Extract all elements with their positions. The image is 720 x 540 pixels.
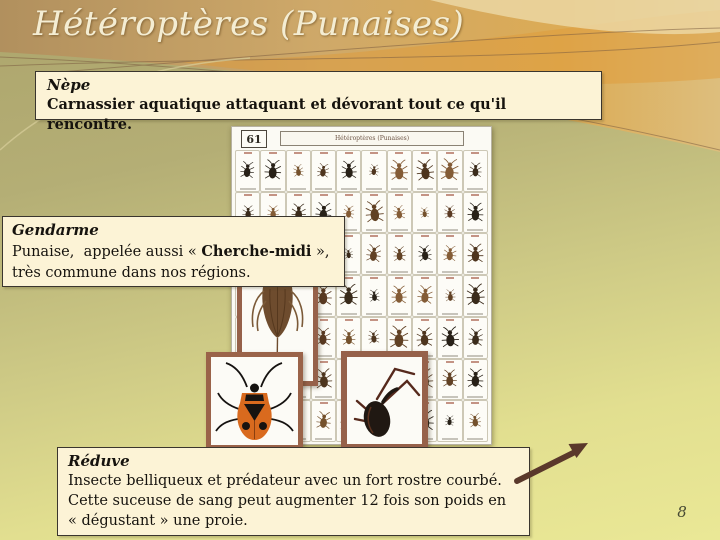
specimen-number-mark [269,152,277,154]
plate-cell [438,151,461,191]
plate-number: 61 [241,130,267,148]
insect-illustration [316,162,330,179]
specimen-number-mark [345,152,353,154]
specimen-label-mark [341,313,357,315]
gendarme-photo [206,352,303,450]
specimen-number-mark [395,194,403,196]
specimen-number-mark [421,277,429,279]
plate-cell [287,151,310,191]
specimen-number-mark [471,235,479,237]
insect-illustration [440,158,461,184]
specimen-number-mark [446,319,454,321]
plate-cell [413,234,436,274]
specimen-number-mark [244,152,252,154]
specimen-number-mark [471,277,479,279]
plate-cell [362,193,385,233]
plate-cell [413,193,436,233]
plate-cell [362,151,385,191]
specimen-label-mark [442,313,458,315]
plate-cell [464,234,487,274]
specimen-number-mark [370,277,378,279]
insect-illustration [467,201,484,223]
insect-illustration [363,199,384,226]
insect-illustration [342,329,356,347]
insect-illustration [442,369,458,389]
specimen-number-mark [446,235,454,237]
gendarme-description-line2: très commune dans nos régions. [12,265,251,281]
insect-illustration [389,324,410,351]
plate-cell [388,234,411,274]
specimen-label-mark [467,396,483,398]
specimen-number-mark [421,319,429,321]
insect-illustration [467,243,484,265]
reduve-description-line2: Cette suceuse de sang peut augmenter 12 fois son poids en [68,493,507,509]
firebug-illustration [211,357,298,445]
specimen-number-mark [446,194,454,196]
plate-cell [362,276,385,316]
insect-illustration [417,245,433,265]
specimen-label-mark [467,438,483,440]
specimen-number-mark [471,361,479,363]
nepe-description: Carnassier aquatique attaquant et dévorant tout ce qu'il rencontre. [47,96,507,133]
specimen-number-mark [421,194,429,196]
specimen-label-mark [442,188,458,190]
specimen-number-mark [446,361,454,363]
insect-illustration [340,160,357,182]
specimen-number-mark [294,152,302,154]
insect-illustration [416,285,434,307]
specimen-number-mark [320,152,328,154]
specimen-label-mark [417,229,433,231]
insect-illustration [445,415,455,428]
specimen-number-mark [269,194,277,196]
insect-illustration [344,248,354,261]
plate-cell [464,401,487,441]
specimen-number-mark [421,152,429,154]
specimen-label-mark [417,271,433,273]
specimen-label-mark [467,188,483,190]
plate-cell [438,193,461,233]
specimen-label-mark [315,396,331,398]
plate-cell [388,276,411,316]
insect-illustration [264,159,283,183]
insect-illustration [414,158,435,184]
insect-illustration [416,326,434,349]
plate-cell [464,151,487,191]
specimen-label-mark [391,188,407,190]
specimen-number-mark [471,319,479,321]
insect-illustration [445,289,456,303]
specimen-number-mark [345,277,353,279]
specimen-number-mark [471,402,479,404]
insect-illustration [368,164,379,178]
plate-cell [438,234,461,274]
insect-illustration [469,162,483,179]
gendarme-line1-bold: Cherche-midi [201,243,312,260]
specimen-label-mark [442,271,458,273]
plate-cell [438,276,461,316]
nepe-text-box [35,71,602,133]
specimen-label-mark [391,313,407,315]
nepe-name: Nèpe [47,76,91,94]
specimen-number-mark [345,319,353,321]
insect-illustration [391,285,407,306]
specimen-label-mark [417,313,433,315]
specimen-label-mark [467,313,483,315]
specimen-number-mark [370,319,378,321]
arrow-icon [500,430,600,490]
specimen-number-mark [320,319,328,321]
insect-illustration [239,161,256,181]
specimen-number-mark [294,194,302,196]
specimen-label-mark [467,271,483,273]
specimen-label-mark [366,229,382,231]
reduve-description-line3: « dégustant » une proie. [68,513,248,529]
insect-illustration [368,330,381,346]
specimen-label-mark [366,271,382,273]
page-title: Hétéroptères (Punaises) [33,4,465,44]
insect-illustration [469,413,483,430]
insect-illustration [365,243,383,265]
specimen-label-mark [467,229,483,231]
specimen-number-mark [395,319,403,321]
specimen-number-mark [471,152,479,154]
insect-illustration [368,288,380,303]
specimen-label-mark [240,188,256,190]
specimen-number-mark [320,402,328,404]
insect-illustration [315,410,332,431]
plate-cell [464,318,487,358]
specimen-number-mark [370,235,378,237]
specimen-label-mark [315,188,331,190]
specimen-number-mark [345,235,353,237]
plate-cell [388,193,411,233]
specimen-label-mark [442,396,458,398]
insect-illustration [390,159,409,183]
specimen-number-mark [421,235,429,237]
gendarme-line1-post: », [311,244,330,260]
page-number: 8 [677,503,687,521]
specimen-number-mark [446,402,454,404]
plate-cell [464,193,487,233]
insect-illustration [292,163,304,178]
gendarme-line1-pre: Punaise, appelée aussi « [12,244,202,260]
plate-cell [438,401,461,441]
specimen-label-mark [442,355,458,357]
insect-illustration [393,246,407,263]
specimen-label-mark [417,188,433,190]
plate-cell [438,318,461,358]
plate-cell [438,360,461,400]
specimen-number-mark [395,235,403,237]
insect-illustration [467,327,484,348]
plate-cell [236,151,259,191]
plate-cell [388,151,411,191]
specimen-number-mark [244,194,252,196]
insect-illustration [442,245,457,264]
specimen-label-mark [265,188,281,190]
plate-cell [464,276,487,316]
plate-header-label: Hétéroptères (Punaises) [280,131,464,146]
specimen-number-mark [345,194,353,196]
insect-illustration [466,368,484,391]
plate-cell [312,401,335,441]
specimen-number-mark [395,152,403,154]
specimen-number-mark [446,152,454,154]
insect-illustration [339,283,359,308]
specimen-number-mark [320,194,328,196]
specimen-number-mark [395,277,403,279]
specimen-label-mark [391,229,407,231]
specimen-number-mark [370,152,378,154]
insect-illustration [440,325,460,350]
gendarme-description-line1 [12,241,335,263]
specimen-number-mark [471,194,479,196]
specimen-label-mark [366,313,382,315]
gendarme-name: Gendarme [12,221,99,239]
plate-cell [413,151,436,191]
gendarme-text-box [2,216,345,287]
insect-illustration [465,283,485,309]
specimen-label-mark [315,438,331,440]
specimen-label-mark [290,188,306,190]
reduve-photo [341,351,428,450]
specimen-number-mark [320,361,328,363]
plate-cell [362,234,385,274]
specimen-number-mark [370,194,378,196]
insect-illustration [392,204,406,221]
specimen-number-mark [446,277,454,279]
specimen-label-mark [442,438,458,440]
insect-illustration [420,206,430,219]
specimen-label-mark [366,188,382,190]
plate-cell [413,276,436,316]
specimen-label-mark [467,355,483,357]
reduve-name: Réduve [68,452,130,470]
plate-cell [464,360,487,400]
reduve-description-line1: Insecte belliqueux et prédateur avec un fort rostre courbé. [68,473,502,489]
assassin-bug-illustration [347,357,422,444]
plate-cell [312,151,335,191]
specimen-label-mark [391,271,407,273]
reduve-text-box [57,447,530,536]
specimen-label-mark [341,188,357,190]
specimen-label-mark [442,229,458,231]
insect-illustration [444,205,456,220]
plate-cell [261,151,284,191]
plate-cell [337,151,360,191]
